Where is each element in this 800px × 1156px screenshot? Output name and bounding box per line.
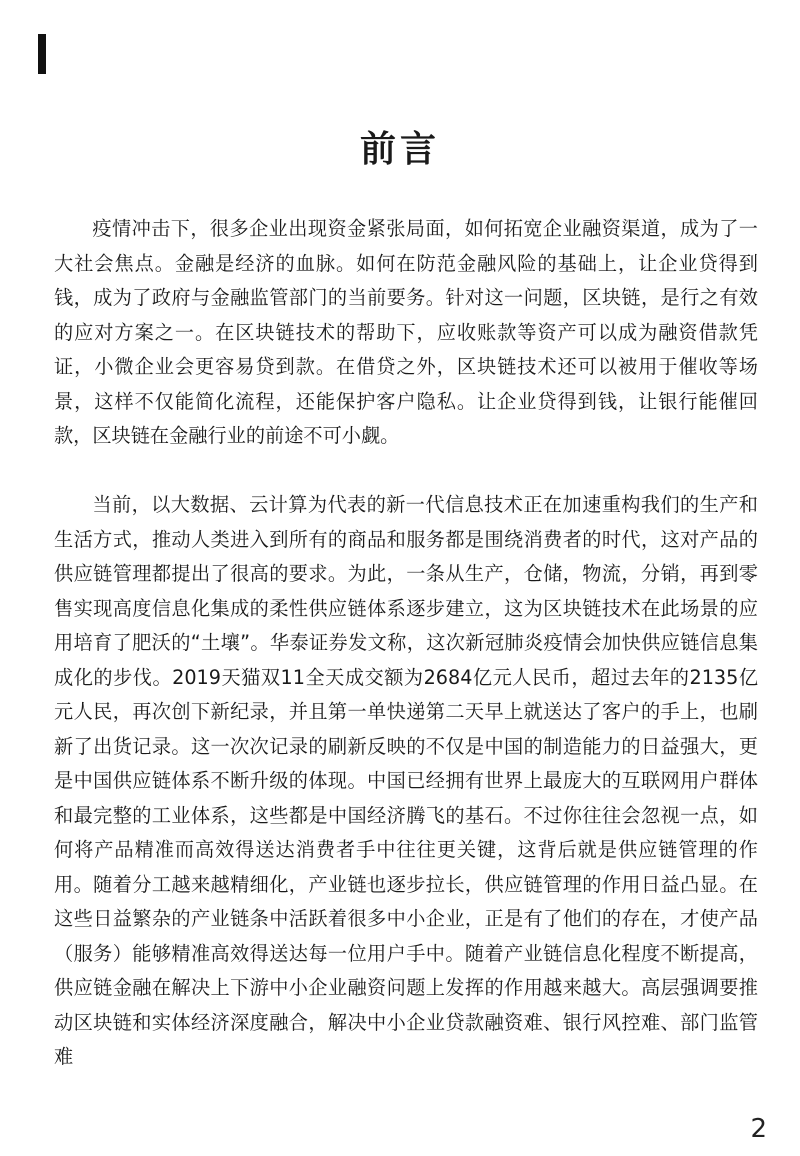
page-number: 2 [750, 1114, 767, 1144]
page-title: 前言 [359, 129, 440, 170]
chapter-marker-bar [38, 34, 46, 74]
paragraph-1: 疫情冲击下，很多企业出现资金紧张局面，如何拓宽企业融资渠道，成为了一大社会焦点。金融是经济的血脉。如何在防范金融风险的基础上，让企业贷得到钱，成为了政府与金融监管部门的当前要务。针对这一问题，区块链，是行之有效的应对方案之一。在区块链技术的帮助下，应收账款等资产可以成为融资借款凭证，小微企业会更容易贷到款。在借贷之外，区块链技术还可以被用于催收等场景，这样不仅能简化流程，还能保护客户隐私。让企业贷得到钱，让银行能催回款，区块链在金融行业的前途不可小觑。 [54, 217, 758, 447]
paragraph-2: 当前，以大数据、云计算为代表的新一代信息技术正在加速重构我们的生产和生活方式，推动人类进入到所有的商品和服务都是围绕消费者的时代，这对产品的供应链管理都提出了很高的要求。为此，一条从生产，仓储，物流，分销，再到零售实现高度信息化集成的柔性供应链体系逐步建立，这为区块链技术在此场景的应用培育了肥沃的“土壤”。华泰证券发文称，这次新冠肺炎疫情会加快供应链信息集成化的步伐。2019天猫双11全天成交额为2684亿元人民币，超过去年的2135亿元人民，再次创下新纪录，并且第一单快递第二天早上就送达了客户的手上，也刷新了出货记录。这一次次记录的刷新反映的不仅是中国的制造能力的日益强大，更是中国供应链体系不断升级的体现。中国已经拥有世界上最庞大的互联网用户群体和最完整的工业体系，这些都是中国经济腾飞的基石。不过你往往会忽视一点，如何将产品精准而高效得送达消费者手中往往更关键，这背后就是供应链管理的作用。随着分工越来越精细化，产业链也逐步拉长，供应链管理的作用日益凸显。在这些日益繁杂的产业链条中活跃着很多中小企业，正是有了他们的存在，才使产品（服务）能够精准高效得送达每一位用户手中。随着产业链信息化程度不断提高，供应链金融在解决上下游中小企业融资问题上发挥的作用越来越大。高层强调要推动区块链和实体经济深度融合，解决中小企业贷款融资难、银行风控难、部门监管难 [54, 493, 758, 1068]
body-text [54, 212, 758, 1075]
